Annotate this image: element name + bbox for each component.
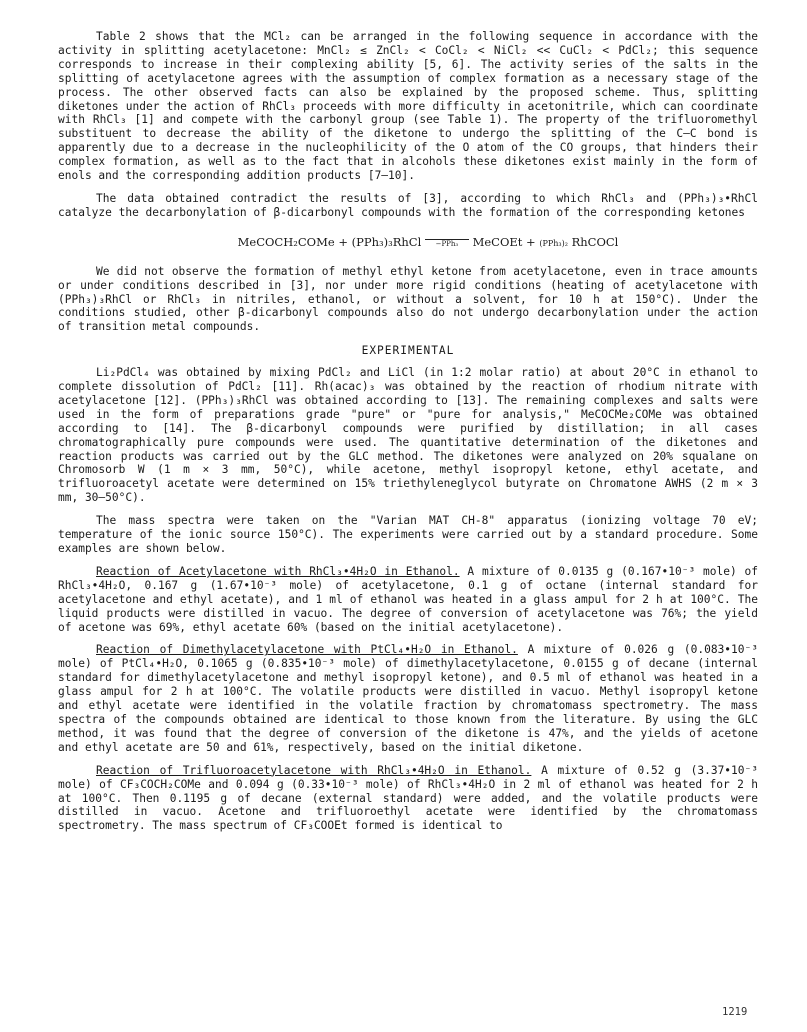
equation-product-b: RhCOCl <box>571 234 619 249</box>
paragraph-procedure-trifluoroacetylacetone <box>58 764 758 834</box>
section-heading: EXPERIMENTAL <box>361 344 455 358</box>
paragraph-text: The data obtained contradict the results of [3], according to which RhCl₃ and (PPh₃)₃•RhCl catalyze the decarbonylation of β-dicarbonyl compounds with the formation of the corresponding ketones <box>58 191 758 219</box>
arrow-label: −PPh₃ <box>435 239 459 248</box>
equation-product-a: MeCOEt + <box>472 234 536 249</box>
paragraph-contradiction <box>58 192 758 220</box>
procedure-heading: Reaction of Dimethylacetylacetone with PtCl₄•H₂O in Ethanol. <box>96 643 518 657</box>
paragraph-mass-spectra <box>58 514 758 556</box>
paragraph-text: The mass spectra were taken on the "Varian MAT CH-8" apparatus (ionizing voltage 70 eV; temperature of the ionic source 150°C). The experiments were carried out by a standard procedure. Some examples are shown below. <box>58 514 758 555</box>
reaction-arrow <box>425 232 469 248</box>
paragraph-observation <box>58 265 758 335</box>
paragraph-text: A mixture of 0.0135 g (0.167•10⁻³ mole) of RhCl₃•4H₂O, 0.167 g (1.67•10⁻³ mole) of acetylacetone, 0.1 g of octane (internal standard for acetylacetone and ethyl acetate), and 1 ml of ethanol was heated in a glass ampul for 2 h at 100°C. The liquid products were distilled in vacuo. The degree of conversion of acetylacetone was 76%; the yield of acetone was 69%, ethyl acetate 60% (based on the initial acetylacetone). <box>58 564 758 634</box>
procedure-heading: Reaction of Acetylacetone with RhCl₃•4H₂O in Ethanol. <box>96 564 460 578</box>
paragraph-text: Table 2 shows that the MCl₂ can be arranged in the following sequence in accordance with the activity in splitting acetylacetone: MnCl₂ ≤ ZnCl₂ < CoCl₂ < NiCl₂ << CuCl₂ < PdCl₂; this sequence corresponds to increase in their complexing ability [5, 6]. The activity series of the salts in the splitting of acetylacetone agrees with the assumption of complex formation as a necessary stage of the process. The other observed facts can also be explained by the proposed scheme. Thus, splitting diketones under the action of RhCl₃ proceeds with more difficulty in acetonitrile, which can coordinate with RhCl₃ [1] and compete with the carbonyl group (see Table 1). The property of the trifluoromethyl substituent to decrease the ability of the diketone to undergo the splitting of the C—C bond is apparently due to a decrease in the nucleophilicity of the O atom of the CO groups, that hinders their complex formation, as well as to the fact that in alcohols these diketones exist mainly in the form of enols and the corresponding addition products [7–10]. <box>58 30 758 183</box>
paragraph-procedure-acetylacetone <box>58 565 758 635</box>
paragraph-activity-series <box>58 30 758 183</box>
paragraph-text: A mixture of 0.52 g (3.37•10⁻³ mole) of CF₃COCH₂COMe and 0.094 g (0.33•10⁻³ mole) of RhCl₃•4H₂O in 2 ml of ethanol was heated for 2 h at 100°C. Then 0.1195 g of decane (external standard) were added, and the volatile products were distilled in vacuo. Acetone and trifluoroethyl acetate were identified by the chromatomass spectrometry. The mass spectrum of CF₃COOEt formed is identical to <box>58 763 758 833</box>
procedure-heading: Reaction of Trifluoroacetylacetone with RhCl₃•4H₂O in Ethanol. <box>96 763 532 777</box>
page-body <box>58 30 758 842</box>
page-number: 1219 <box>722 1006 748 1018</box>
equation-reactants: MeCOCH₂COMe + (PPh₃)₃RhCl <box>237 234 422 249</box>
reaction-equation <box>98 232 758 251</box>
paragraph-text: A mixture of 0.026 g (0.083•10⁻³ mole) of PtCl₄•H₂O, 0.1065 g (0.835•10⁻³ mole) of dimethylacetylacetone, 0.0155 g of decane (internal standard for dimethylacetylacetone and methyl isopropyl ketone), and 0.5 ml of ethanol was heated in a glass ampul for 2 h at 100°C. The volatile products were distilled in vacuo. Methyl isopropyl ketone and ethyl acetate were identified in the volatile fraction by chromatomass spectrometry. The mass spectra of the compounds obtained are identical to those known from the literature. By using the GLC method, it was found that the degree of conversion of the diketone is 47%, and the yields of acetone and ethyl acetate are 50 and 61%, respectively, based on the initial diketone. <box>58 643 758 754</box>
paragraph-text: We did not observe the formation of methyl ethyl ketone from acetylacetone, even in trace amounts or under conditions described in [3], nor under more rigid conditions (heating of acetylacetone with (PPh₃)₃RhCl or RhCl₃ in nitriles, ethanol, or without a solvent, for 10 h at 150°C). Under the conditions studied, other β-dicarbonyl compounds also do not undergo decarbonylation under the action of transition metal compounds. <box>58 264 758 334</box>
paragraph-materials <box>58 366 758 505</box>
paragraph-text: Li₂PdCl₄ was obtained by mixing PdCl₂ and LiCl (in 1:2 molar ratio) at about 20°C in ethanol to complete dissolution of PdCl₂ [11]. Rh(acac)₃ was obtained by the reaction of rhodium nitrate with acetylacetone [12]. (PPh₃)₃RhCl was obtained according to [13]. The remaining complexes and salts were used in the form of preparations grade "pure" or "pure for analysis," MeCOCMe₂COMe was obtained according to [14]. The β-dicarbonyl compounds were purified by distillation; in all cases chromatographically pure compounds were used. The quantitative determination of the diketones and reaction products was carried out by the GLC method. The diketones were analyzed on 20% squalane on Chromosorb W (1 m × 3 mm, 50°C), while acetone, methyl isopropyl ketone, ethyl acetate, and trifluoroacetyl acetate were determined on 15% triethyleneglycol butyrate on Chromatone AWHS (2 m × 3 mm, 30–50°C). <box>58 366 758 505</box>
equation-ligand: (PPh₃)₂ <box>539 238 568 248</box>
paragraph-procedure-dimethylacetylacetone <box>58 643 758 754</box>
